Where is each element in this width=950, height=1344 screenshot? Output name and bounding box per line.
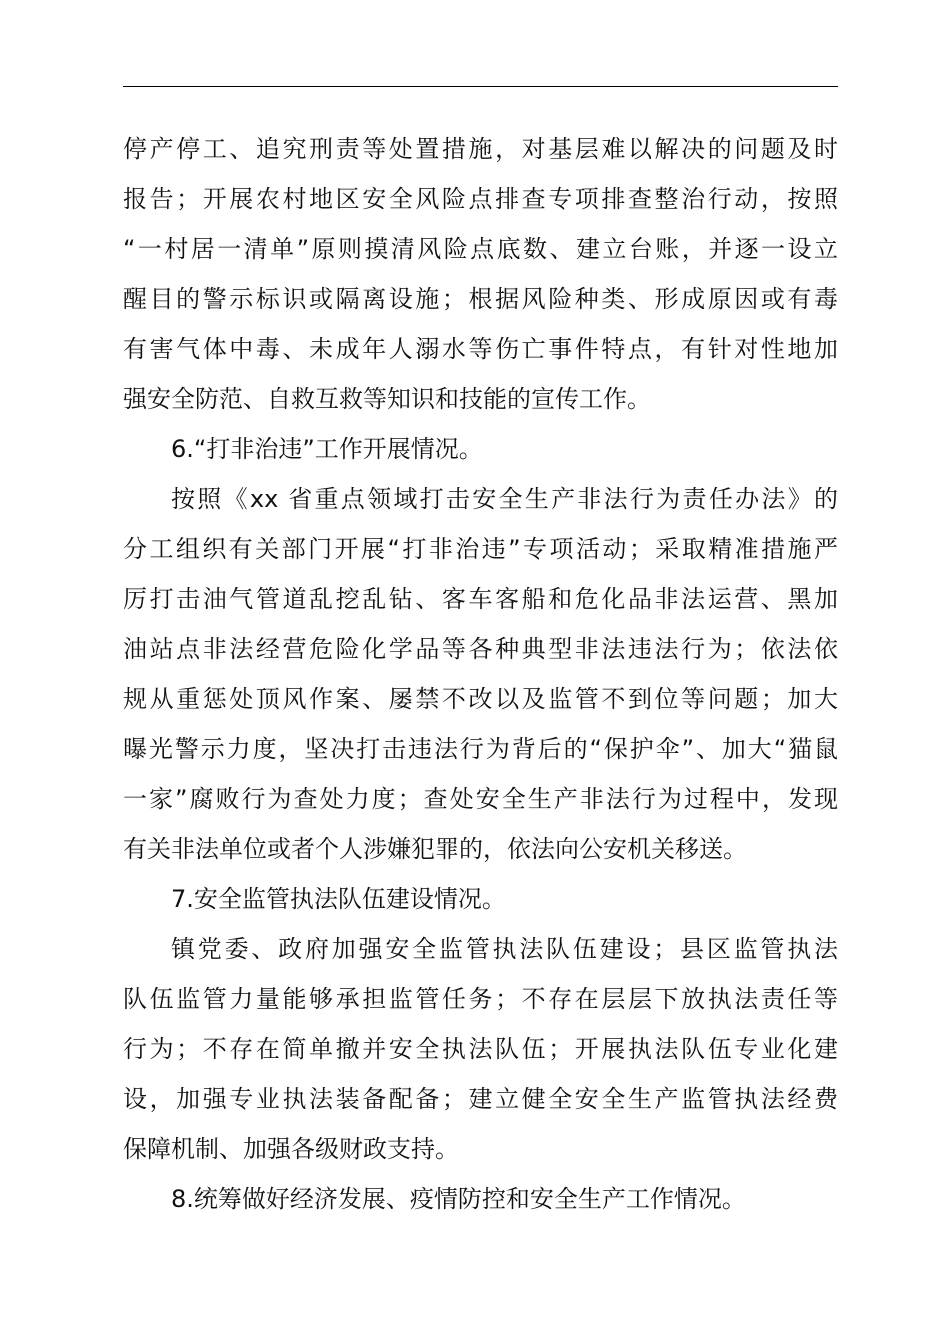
text-line: 一家”腐败行为查处力度；查处安全生产非法行为过程中，发现 (123, 785, 838, 813)
text-line: 报告；开展农村地区安全风险点排查专项排查整治行动，按照 (123, 185, 838, 213)
paragraph-continuation (123, 124, 838, 424)
text-line: 规从重惩处顶风作案、屡禁不改以及监管不到位等问题；加大 (123, 685, 838, 713)
section-heading-6 (123, 424, 838, 474)
heading-text: 8.统筹做好经济发展、疫情防控和安全生产工作情况。 (171, 1185, 746, 1213)
section-heading-8 (123, 1174, 838, 1224)
text-line: 有害气体中毒、未成年人溺水等伤亡事件特点，有针对性地加 (123, 335, 838, 363)
text-line: 设，加强专业执法装备配备；建立健全安全生产监管执法经费 (123, 1085, 838, 1113)
text-line: 停产停工、追究刑责等处置措施，对基层难以解决的问题及时 (123, 135, 838, 163)
heading-text: 7.安全监管执法队伍建设情况。 (171, 885, 506, 913)
text-line: 保障机制、加强各级财政支持。 (123, 1135, 459, 1163)
text-line: 分工组织有关部门开展“打非治违”专项活动；采取精准措施严 (123, 535, 838, 563)
paragraph-section-7 (123, 924, 838, 1174)
header-rule (123, 86, 838, 87)
heading-text: 6.“打非治违”工作开展情况。 (171, 435, 483, 463)
text-line: 曝光警示力度，坚决打击违法行为背后的“保护伞”、加大“猫鼠 (123, 735, 838, 763)
paragraph-section-6 (123, 474, 838, 874)
text-line: 按照《xx 省重点领域打击安全生产非法行为责任办法》的 (171, 485, 838, 513)
text-line: 镇党委、政府加强安全监管执法队伍建设；县区监管执法 (171, 935, 838, 963)
document-body (123, 124, 838, 1224)
text-line: “一村居一清单”原则摸清风险点底数、建立台账，并逐一设立 (123, 235, 838, 263)
text-line: 行为；不存在简单撤并安全执法队伍；开展执法队伍专业化建 (123, 1035, 838, 1063)
text-line: 厉打击油气管道乱挖乱钻、客车客船和危化品非法运营、黑加 (123, 585, 838, 613)
text-line: 队伍监管力量能够承担监管任务；不存在层层下放执法责任等 (123, 985, 838, 1013)
section-heading-7 (123, 874, 838, 924)
text-line: 醒目的警示标识或隔离设施；根据风险种类、形成原因或有毒 (123, 285, 838, 313)
text-line: 油站点非法经营危险化学品等各种典型非法违法行为；依法依 (123, 635, 838, 663)
text-line: 有关非法单位或者个人涉嫌犯罪的，依法向公安机关移送。 (123, 835, 747, 863)
text-line: 强安全防范、自救互救等知识和技能的宣传工作。 (123, 385, 651, 413)
